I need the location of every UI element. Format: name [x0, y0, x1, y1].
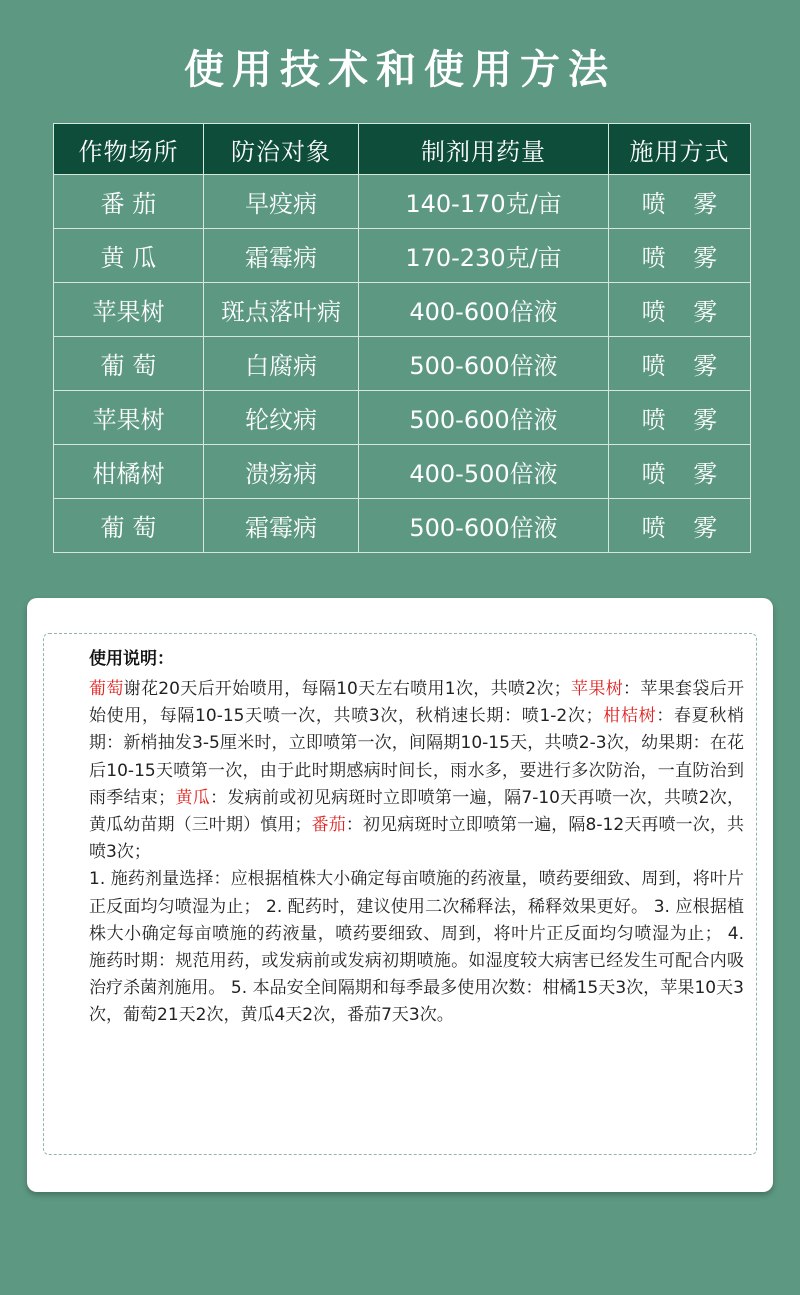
- target-cell: 白腐病: [204, 337, 359, 391]
- crop-highlight-grape: 葡萄: [89, 679, 124, 699]
- instruction-text: ：苹果套袋后开始使用，每隔10-15天喷一次，共喷3次，秋梢速长期：喷1-2次；: [89, 679, 745, 727]
- table-row: [54, 445, 751, 499]
- instruction-notes: 1. 施药剂量选择：应根据植株大小确定每亩喷施的药液量，喷药要细致、周到，将叶片正反面均匀喷湿为止； 2. 配药时，建议使用二次稀释法，稀释效果更好。 3. 应根据植株大小确定每亩喷施的药液量，喷药要细致、周到，将叶片正反面均匀喷湿为止； 4. 施药时期：规范用药，或发病前或发病初期喷施。如湿度较大病害已经发生可配合内吸治疗杀菌剂施用。 5. 本品安全间隔期和每季最多使用次数：柑橘15天3次，苹果10天3次，葡萄21天2次，黄瓜4天2次，番茄7天3次。: [89, 869, 744, 1026]
- instructions-heading: 使用说明：: [89, 649, 174, 669]
- method-cell: 喷 雾: [609, 445, 751, 499]
- target-cell: 溃疡病: [204, 445, 359, 499]
- table-row: [54, 499, 751, 553]
- dosage-cell: 500-600倍液: [359, 391, 609, 445]
- header-target: 防治对象: [204, 124, 359, 175]
- crop-highlight-citrus: 柑桔树: [602, 706, 657, 727]
- crop-highlight-apple: 苹果树: [570, 679, 624, 699]
- dosage-cell: 400-500倍液: [359, 445, 609, 499]
- method-cell: 喷 雾: [609, 229, 751, 283]
- crop-cell: 柑橘树: [54, 445, 204, 499]
- crop-cell: 番 茄: [54, 175, 204, 229]
- table-row: [54, 283, 751, 337]
- crop-cell: 苹果树: [54, 283, 204, 337]
- instruction-text: ：发病前或初见病斑时立即喷第一遍，隔7-10天再喷一次，共喷2次，黄瓜幼苗期（三叶期）慎用；: [89, 787, 745, 836]
- table-row: [54, 229, 751, 283]
- header-crop: 作物场所: [54, 124, 204, 175]
- method-cell: 喷 雾: [609, 337, 751, 391]
- page-title: 使用技术和使用方法: [184, 47, 616, 93]
- crop-cell: 葡 萄: [54, 499, 204, 553]
- crop-cell: 葡 萄: [54, 337, 204, 391]
- instruction-text: 谢花20天后开始喷用，每隔10天左右喷用1次，共喷2次；: [123, 679, 571, 699]
- dosage-cell: 500-600倍液: [359, 337, 609, 391]
- method-cell: 喷 雾: [609, 391, 751, 445]
- usage-table: [53, 123, 751, 553]
- instructions-body: [89, 676, 744, 1030]
- header-dosage: 制剂用药量: [359, 124, 609, 175]
- crop-cell: 苹果树: [54, 391, 204, 445]
- dosage-cell: 140-170克/亩: [359, 175, 609, 229]
- dosage-cell: 170-230克/亩: [359, 229, 609, 283]
- crop-highlight-tomato: 番茄: [311, 815, 346, 836]
- instruction-text: ：初见病斑时立即喷第一遍，隔8-12天再喷一次，共喷3次；: [89, 815, 744, 863]
- instructions-card: [27, 598, 773, 1192]
- crop-cell: 黄 瓜: [54, 229, 204, 283]
- target-cell: 霜霉病: [204, 499, 359, 553]
- target-cell: 斑点落叶病: [204, 283, 359, 337]
- instruction-text: ：春夏秋梢期：新梢抽发3-5厘米时，立即喷第一次，间隔期10-15天，共喷2-3次，幼果期：在花后10-15天喷第一次，由于此时期感病时间长，雨水多，要进行多次防治，一直防治到雨季结束；: [89, 706, 745, 808]
- target-cell: 轮纹病: [204, 391, 359, 445]
- dosage-cell: 500-600倍液: [359, 499, 609, 553]
- header-method: 施用方式: [609, 124, 751, 175]
- target-cell: 早疫病: [204, 175, 359, 229]
- table-header-row: [54, 124, 751, 175]
- method-cell: 喷 雾: [609, 499, 751, 553]
- crop-highlight-cucumber: 黄瓜: [175, 787, 211, 808]
- dosage-cell: 400-600倍液: [359, 283, 609, 337]
- table-row: [54, 175, 751, 229]
- table-row: [54, 337, 751, 391]
- target-cell: 霜霉病: [204, 229, 359, 283]
- table-row: [54, 391, 751, 445]
- method-cell: 喷 雾: [609, 175, 751, 229]
- method-cell: 喷 雾: [609, 283, 751, 337]
